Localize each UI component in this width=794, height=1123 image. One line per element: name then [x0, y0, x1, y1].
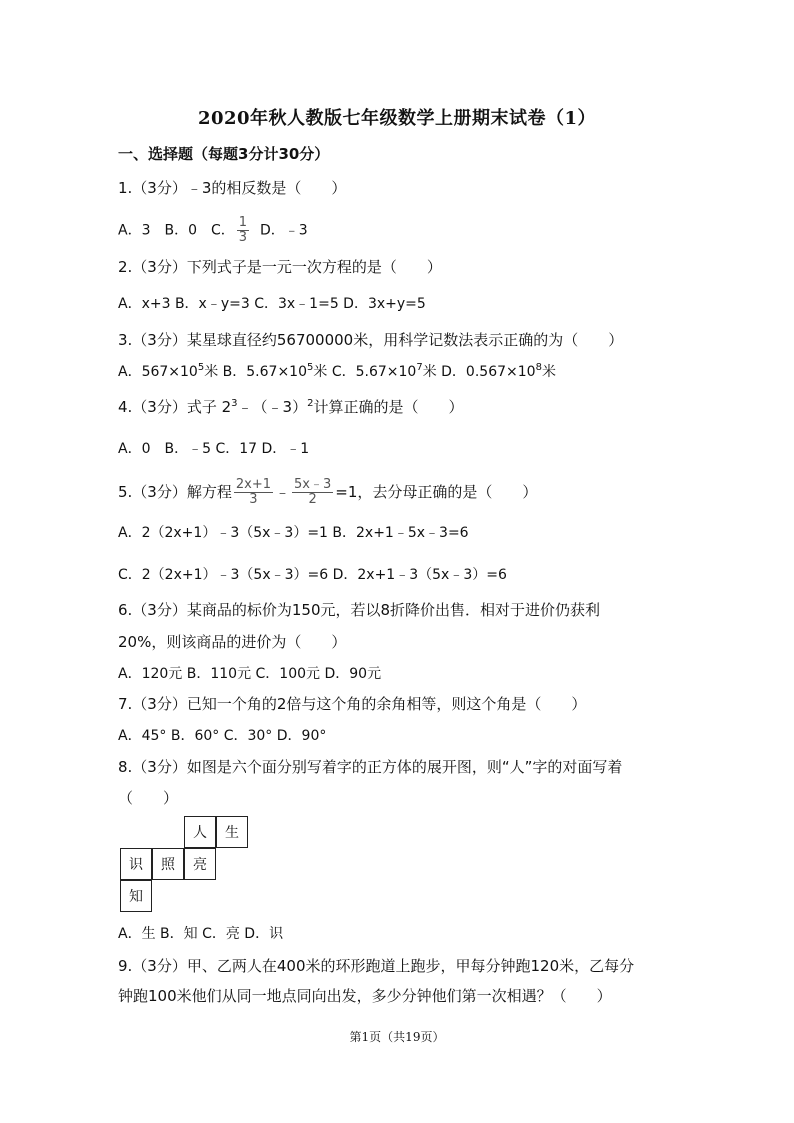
- question-1-stem: 1.（3分）﹣3的相反数是（ ）: [118, 179, 347, 197]
- q3-a: A．567×10: [118, 364, 198, 380]
- question-5-stem: [118, 478, 537, 507]
- q5-stem-a: 5.（3分）解方程: [118, 483, 232, 501]
- q1-fraction: [237, 216, 249, 245]
- q5-f1-num: 2x+1: [235, 477, 271, 492]
- q3-d-exp: 8: [535, 362, 542, 373]
- q5-fraction-1: [234, 478, 273, 507]
- net-cell-zhi: 知: [120, 880, 152, 912]
- question-6-line-2: 20%，则该商品的进价为（ ）: [118, 633, 347, 651]
- question-4-stem: [118, 397, 463, 417]
- question-7-stem: 7.（3分）已知一个角的2倍与这个角的余角相等，则这个角是（ ）: [118, 695, 587, 713]
- question-9-line-2: 钟跑100米他们从同一地点同向出发，多少分钟他们第一次相遇？（ ）: [118, 987, 612, 1005]
- q3-c-exp: 7: [416, 362, 423, 373]
- q4-stem-a: 4.（3分）式子 2: [118, 398, 232, 416]
- q1-option-d: D．﹣3: [259, 222, 308, 239]
- page-title: 2020年秋人教版七年级数学上册期末试卷（1）: [197, 108, 597, 129]
- question-8-line-2: （ ）: [118, 789, 179, 807]
- question-8-options: A．生 B．知 C．亮 D．识: [118, 926, 284, 942]
- q3-b-exp: 5: [307, 362, 314, 373]
- q4-stem-b: ﹣（﹣3）: [237, 398, 308, 416]
- q3-d-unit: 米: [541, 364, 556, 380]
- question-5-options-cd: C．2（2x+1）﹣3（5x﹣3）=6 D．2x+1﹣3（5x﹣3）=6: [118, 567, 507, 583]
- net-cell-liang: 亮: [184, 848, 216, 880]
- q3-c-unit: 米 D．0.567×10: [422, 364, 536, 380]
- q4-exp2: 2: [307, 398, 314, 409]
- q1-options-ab: A．3 B．0 C．: [118, 222, 235, 239]
- question-7-options: A．45° B．60° C．30° D．90°: [118, 728, 327, 744]
- q5-f1-den: 3: [249, 492, 258, 507]
- question-6-options: A．120元 B．110元 C．100元 D．90元: [118, 666, 382, 682]
- question-2-options: A．x+3 B．x﹣y=3 C．3x﹣1=5 D．3x+y=5: [118, 296, 426, 312]
- question-1-options: [118, 216, 308, 245]
- q5-stem-b: =1，去分母正确的是（ ）: [335, 483, 538, 501]
- q1-frac-den: 3: [238, 230, 248, 245]
- question-3-stem: 3.（3分）某星球直径约56700000米，用科学记数法表示正确的为（ ）: [118, 331, 624, 349]
- net-cell-shi: 识: [120, 848, 152, 880]
- q5-f2-num: 5x﹣3: [294, 477, 332, 492]
- section-heading: 一、选择题（每题3分计30分）: [118, 145, 330, 163]
- q3-a-exp: 5: [197, 362, 205, 373]
- net-cell-zhao: 照: [152, 848, 184, 880]
- page-footer: 第1页（共19页）: [349, 1030, 445, 1044]
- q4-stem-c: 计算正确的是（ ）: [313, 398, 464, 416]
- question-4-options: A．0 B．﹣5 C．17 D．﹣1: [118, 441, 310, 457]
- question-2-stem: 2.（3分）下列式子是一元一次方程的是（ ）: [118, 258, 442, 276]
- q1-frac-num: 1: [238, 215, 248, 230]
- q5-f2-den: 2: [308, 492, 317, 507]
- q4-exp1: 3: [231, 398, 238, 409]
- net-cell-sheng: 生: [216, 816, 248, 848]
- question-5-options-ab: A．2（2x+1）﹣3（5x﹣3）=1 B．2x+1﹣5x﹣3=6: [118, 525, 469, 541]
- question-6-line-1: 6.（3分）某商品的标价为150元，若以8折降价出售．相对于进价仍获利: [118, 601, 601, 619]
- question-9-line-1: 9.（3分）甲、乙两人在400米的环形跑道上跑步，甲每分钟跑120米，乙每分: [118, 957, 635, 975]
- q5-minus: ﹣: [275, 483, 291, 501]
- q3-b-unit: 米 C．5.67×10: [313, 364, 417, 380]
- q5-fraction-2: [292, 478, 333, 507]
- net-cell-ren: 人: [184, 816, 216, 848]
- q3-a-unit: 米 B．5.67×10: [204, 364, 307, 380]
- question-8-line-1: 8.（3分）如图是六个面分别写着字的正方体的展开图，则“人”字的对面写着: [118, 758, 623, 776]
- question-3-options: [118, 362, 556, 382]
